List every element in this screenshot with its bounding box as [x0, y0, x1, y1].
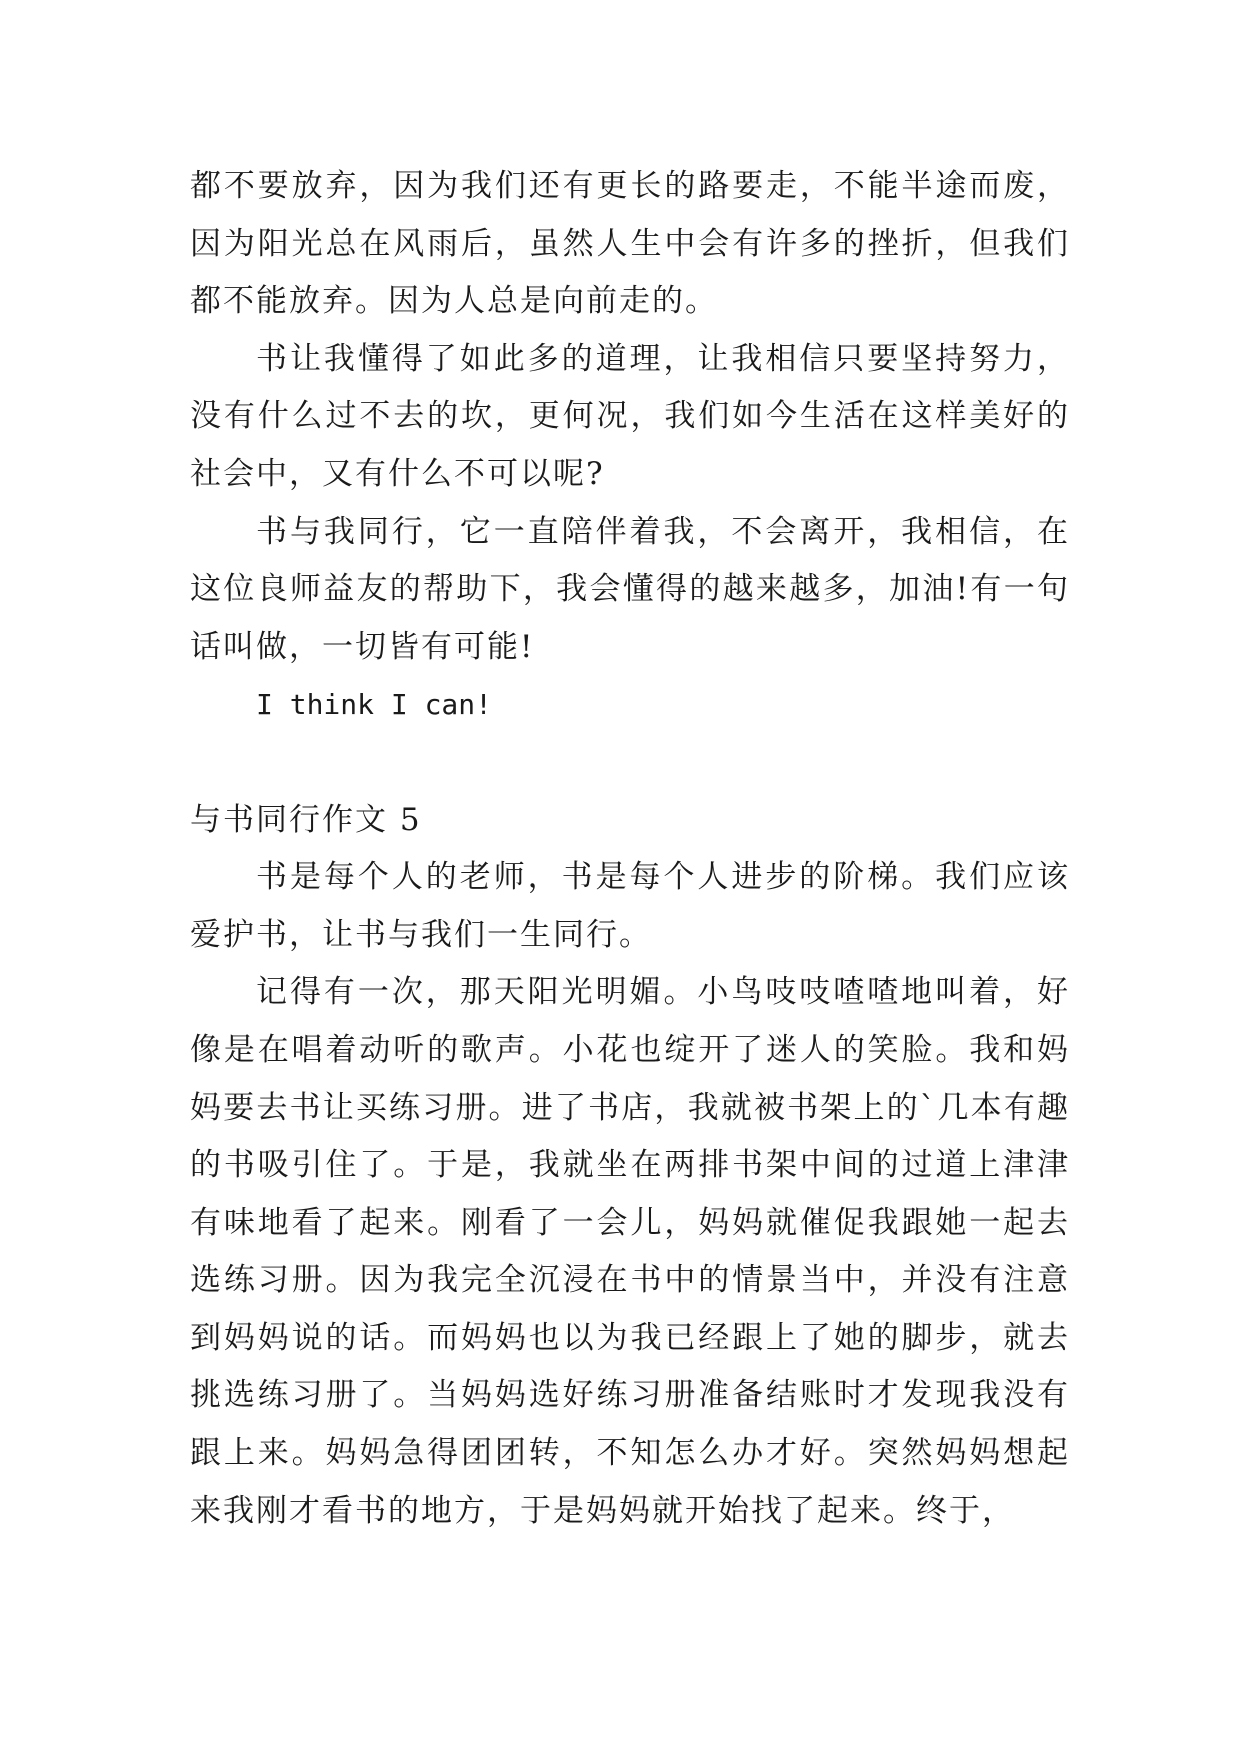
paragraph-book-lessons: 书让我懂得了如此多的道理，让我相信只要坚持努力，没有什么过不去的坎，更何况，我们如今生活在这样美好的社会中，又有什么不可以呢?: [190, 340, 1070, 492]
paragraph-motto: I think I can!: [256, 688, 493, 722]
paragraph-book-companion: 书与我同行，它一直陪伴着我，不会离开，我相信，在这位良师益友的帮助下，我会懂得的越来越多，加油!有一句话叫做，一切皆有可能!: [190, 513, 1070, 665]
paragraph-continuation: 都不要放弃，因为我们还有更长的路要走，不能半途而废，因为阳光总在风雨后，虽然人生中会有许多的挫折，但我们都不能放弃。因为人总是向前走的。: [190, 168, 1070, 320]
document-body: [190, 158, 1070, 1540]
paragraph-intro: 书是每个人的老师，书是每个人进步的阶梯。我们应该爱护书，让书与我们一生同行。: [190, 859, 1070, 953]
paragraph-story: 记得有一次，那天阳光明媚。小鸟吱吱喳喳地叫着，好像是在唱着动听的歌声。小花也绽开了迷人的笑脸。我和妈妈要去书让买练习册。进了书店，我就被书架上的`几本有趣的书吸引住了。于是，我就坐在两排书架中间的过道上津津有味地看了起来。刚看了一会儿，妈妈就催促我跟她一起去选练习册。因为我完全沉浸在书中的情景当中，并没有注意到妈妈说的话。而妈妈也以为我已经跟上了她的脚步，就去挑选练习册了。当妈妈选好练习册准备结账时才发现我没有跟上来。妈妈急得团团转，不知怎么办才好。突然妈妈想起来我刚才看书的地方，于是妈妈就开始找了起来。终于，: [190, 974, 1070, 1529]
section-title: 与书同行作文 5: [190, 801, 422, 838]
